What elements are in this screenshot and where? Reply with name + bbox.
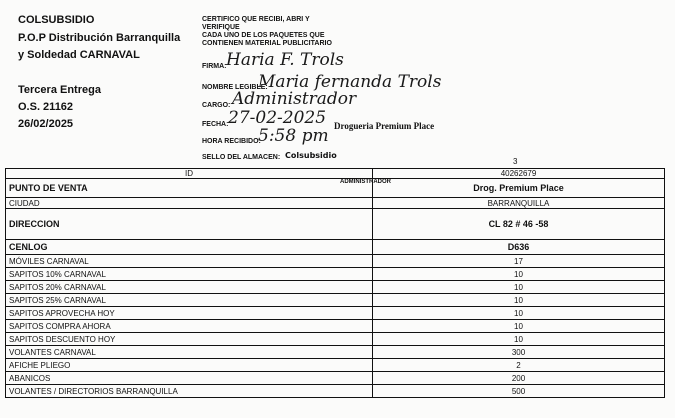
row-label: CIUDAD [6,198,373,209]
row-value: 10 [373,268,665,281]
table-row [6,240,665,255]
table-row [6,179,665,198]
row-label: ABANICOS [6,372,373,385]
row-value: 10 [373,320,665,333]
signature: Haria F. Trols [226,50,344,70]
table-row [6,359,665,372]
cert-line: CADA UNO DE LOS PAQUETES QUE [202,32,325,39]
row-label: SAPITOS 10% CARNAVAL [6,268,373,281]
header-line-1: P.O.P Distribución Barranquilla [18,32,181,44]
delivery-number: Tercera Entrega [18,84,101,96]
row-label: SAPITOS 20% CARNAVAL [6,281,373,294]
row-label: AFICHE PLIEGO [6,359,373,372]
row-label: SAPITOS DESCUENTO HOY [6,333,373,346]
cargo-label: CARGO: [202,102,231,109]
nombre-value: Maria fernanda Trols [258,72,442,92]
company-name: COLSUBSIDIO [18,14,95,26]
firma-label: FIRMA: [202,63,227,70]
table-row [6,169,665,179]
row-value: 10 [373,307,665,320]
cert-line: VERIFIQUE [202,24,240,31]
row-label: VOLANTES CARNAVAL [6,346,373,359]
table-row [6,198,665,209]
nombre-label: NOMBRE LEGIBLE: [202,84,268,91]
row-label: SAPITOS 25% CARNAVAL [6,294,373,307]
administrator-stamp: ADMINISTRADOR [340,179,391,185]
header-date: 26/02/2025 [18,118,74,130]
row-value: CL 82 # 46 -58 [373,209,665,240]
store-stamp: Drogueria Premium Place [334,121,435,131]
row-value: 300 [373,346,665,359]
row-label: PUNTO DE VENTA [6,179,373,198]
brand-stamp: Colsubsidio [285,151,337,160]
table-row [6,320,665,333]
row-label: CENLOG [6,240,373,255]
sello-label: SELLO DEL ALMACEN: [202,154,281,161]
row-value: 200 [373,372,665,385]
page-number: 3 [513,157,518,166]
row-value: 10 [373,294,665,307]
row-label: SAPITOS APROVECHA HOY [6,307,373,320]
table-row [6,294,665,307]
row-label: DIRECCION [6,209,373,240]
table-row [6,281,665,294]
row-value: BARRANQUILLA [373,198,665,209]
table-row [6,268,665,281]
fecha-label: FECHA: [202,121,229,128]
row-label: MÓVILES CARNAVAL [6,255,373,268]
delivery-table [5,168,665,398]
table-row [6,209,665,240]
id-label: ID [6,169,373,179]
cert-line: CONTIENEN MATERIAL PUBLICITARIO [202,40,332,47]
service-order: O.S. 21162 [18,101,74,113]
cargo-value: Administrador [232,89,357,109]
table-row [6,307,665,320]
row-label: SAPITOS COMPRA AHORA [6,320,373,333]
row-value: Drog. Premium Place [373,179,665,198]
row-value: 10 [373,281,665,294]
row-value: 17 [373,255,665,268]
row-label: VOLANTES / DIRECTORIOS BARRANQUILLA [6,385,373,398]
cert-line: CERTIFICO QUE RECIBI, ABRI Y [202,16,310,23]
table-row [6,385,665,398]
hora-value: 5:58 pm [258,126,329,146]
id-value: 40262679 [373,169,665,179]
header-line-2: y Soldedad CARNAVAL [18,49,140,61]
row-value: 500 [373,385,665,398]
row-value: D636 [373,240,665,255]
row-value: 2 [373,359,665,372]
row-value: 10 [373,333,665,346]
table-row [6,333,665,346]
table-row [6,255,665,268]
fecha-value: 27-02-2025 [228,108,327,128]
table-row [6,346,665,359]
table-row [6,372,665,385]
hora-label: HORA RECIBIDO: [202,138,261,145]
